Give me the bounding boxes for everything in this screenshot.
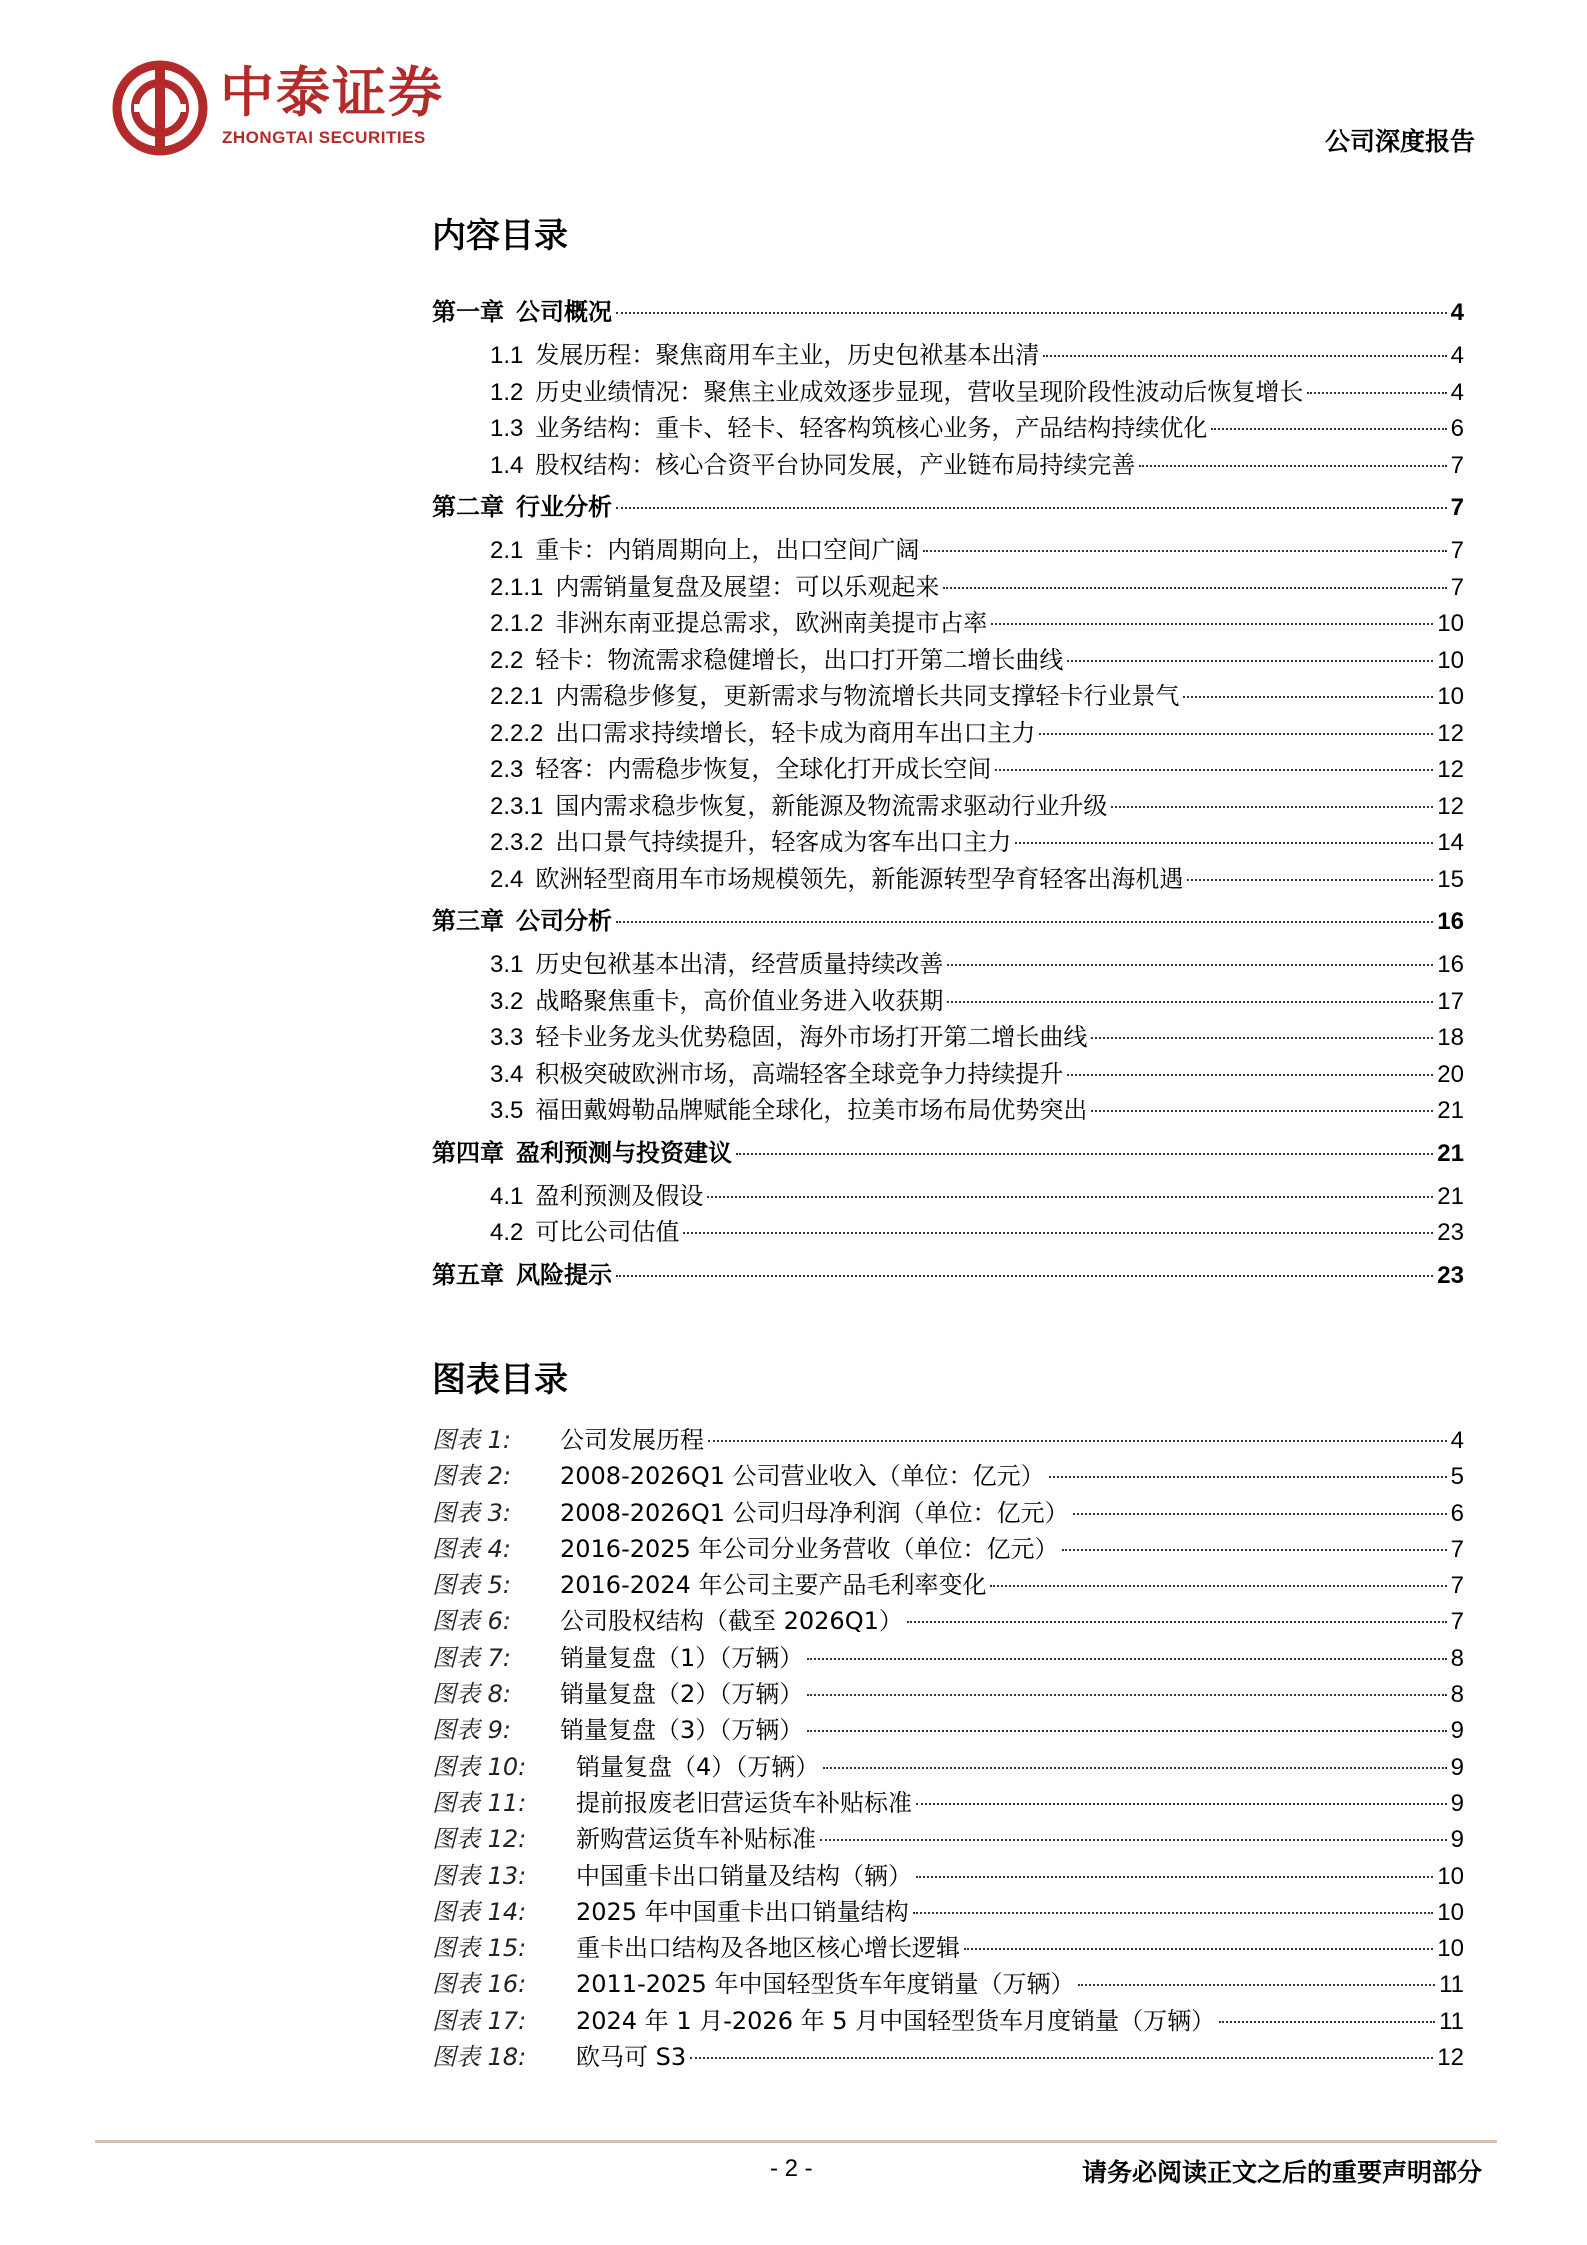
figure-leader-dots (1062, 1549, 1446, 1551)
figure-list (432, 1420, 1464, 2073)
zhongtai-logo-icon (112, 60, 208, 156)
toc-entry-text: 欧洲轻型商用车市场规模领先，新能源转型孕育轻客出海机遇 (535, 864, 1184, 893)
toc-leader-dots (1091, 1037, 1433, 1039)
figure-entry[interactable] (432, 1420, 1464, 1456)
page-number: - 2 - (770, 2155, 813, 2182)
toc-entry-page: 4 (1450, 299, 1464, 326)
toc-section-entry[interactable] (432, 640, 1464, 677)
figure-entry[interactable] (432, 1638, 1464, 1674)
figure-entry[interactable] (432, 1456, 1464, 1492)
figure-entry-label: 图表 17: (432, 2006, 527, 2035)
toc-entry-number: 2.1 (490, 537, 524, 564)
figure-leader-dots (820, 1839, 1447, 1841)
figure-entry-text: 公司股权结构（截至 2026Q1） (560, 1607, 903, 1636)
figure-leader-dots (1078, 1984, 1435, 1986)
figure-leader-dots (823, 1767, 1446, 1769)
toc-entry-text: 出口景气持续提升，轻客成为客车出口主力 (555, 828, 1012, 856)
toc-entry-page: 17 (1437, 987, 1464, 1015)
toc-section-entry[interactable] (432, 1054, 1464, 1091)
figure-entry-label: 图表 14: (432, 1897, 527, 1926)
toc-leader-dots (707, 1196, 1433, 1198)
toc-entry-number: 2.1.2 (490, 610, 544, 637)
report-type: 公司深度报告 (1324, 127, 1475, 156)
figure-leader-dots (1219, 2021, 1435, 2023)
toc-leader-dots (1067, 660, 1433, 662)
figure-entry-label: 图表 8: (432, 1680, 511, 1709)
toc-entry-page: 7 (1450, 537, 1464, 564)
toc-entry-text: 战略聚焦重卡，高价值业务进入收获期 (535, 986, 944, 1015)
toc-entry-page: 12 (1437, 756, 1464, 783)
toc-entry-page: 20 (1437, 1060, 1464, 1088)
toc-entry-text: 业务结构：重卡、轻卡、轻客构筑核心业务，产品结构持续优化 (535, 414, 1208, 442)
figure-entry[interactable] (432, 1601, 1464, 1637)
toc-entry-page: 23 (1437, 1219, 1464, 1246)
figure-entry[interactable] (432, 1565, 1464, 1601)
toc-section-entry[interactable] (432, 445, 1464, 482)
toc-entry-number: 第四章 (432, 1139, 504, 1167)
figure-entry-text: 2024 年 1 月-2026 年 5 月中国轻型货车月度销量（万辆） (576, 2006, 1216, 2035)
toc-entry-page: 7 (1450, 494, 1464, 521)
toc-entry-number: 3.1 (490, 951, 524, 978)
figure-entry[interactable] (432, 2037, 1464, 2073)
footer-divider (95, 2140, 1497, 2143)
toc-leader-dots (923, 550, 1446, 552)
toc-entry-text: 国内需求稳步恢复，新能源及物流需求驱动行业升级 (555, 791, 1108, 820)
toc-entry-text: 福田戴姆勒品牌赋能全球化，拉美市场布局优势突出 (535, 1096, 1088, 1124)
toc-leader-dots (683, 1232, 1433, 1234)
figure-entry-page: 4 (1450, 1427, 1464, 1454)
figure-entry-page: 6 (1450, 1499, 1464, 1527)
toc-entry-page: 6 (1450, 415, 1464, 442)
toc-entry-number: 第三章 (432, 908, 504, 935)
toc-entry-page: 21 (1437, 1139, 1464, 1167)
figure-entry-text: 销量复盘（1）（万辆） (560, 1643, 804, 1672)
toc-entry-number: 1.2 (490, 378, 524, 406)
figure-entry-page: 8 (1450, 1681, 1464, 1709)
figure-entry-text: 重卡出口结构及各地区核心增长逻辑 (576, 1934, 960, 1963)
figure-entry-label: 图表 15: (432, 1934, 527, 1963)
figure-entry-text: 2011-2025 年中国轻型货车年度销量（万辆） (576, 1970, 1075, 1999)
toc-section-entry[interactable] (432, 567, 1464, 604)
toc-entry-number: 1.1 (490, 342, 524, 369)
figure-entry-label: 图表 3: (432, 1498, 511, 1527)
figure-entry-text: 2016-2024 年公司主要产品毛利率变化 (560, 1571, 987, 1600)
figure-entry-text: 2025 年中国重卡出口销量结构 (576, 1897, 909, 1926)
toc-entry-number: 3.2 (490, 987, 524, 1015)
toc-leader-dots (947, 1001, 1433, 1003)
figure-entry[interactable] (432, 1892, 1464, 1928)
toc-entry-page: 14 (1437, 829, 1464, 856)
toc-entry-text: 发展历程：聚焦商用车主业，历史包袱基本出清 (535, 341, 1040, 369)
figure-entry[interactable] (432, 1529, 1464, 1565)
toc-leader-dots (1187, 879, 1433, 881)
toc-entry-page: 15 (1437, 865, 1464, 893)
figure-entry-page: 11 (1439, 2007, 1464, 2035)
toc-section-entry[interactable] (432, 372, 1464, 409)
toc-entry-number: 第五章 (432, 1261, 504, 1289)
toc-section-entry[interactable] (432, 749, 1464, 786)
toc-entry-number: 第一章 (432, 299, 504, 326)
figure-entry-page: 10 (1437, 1935, 1464, 1963)
figure-leader-dots (990, 1585, 1446, 1587)
toc-entry-number: 2.2.2 (490, 719, 544, 747)
toc-entry-page: 7 (1450, 451, 1464, 479)
toc-chapter-entry[interactable] (432, 895, 1464, 944)
toc-section-entry[interactable] (432, 1017, 1464, 1054)
toc-section-entry[interactable] (432, 786, 1464, 823)
toc-entry-number: 3.4 (490, 1060, 524, 1088)
toc-leader-dots (1307, 392, 1446, 394)
toc-leader-dots (1111, 806, 1433, 808)
toc-entry-text: 可比公司估值 (535, 1218, 680, 1246)
brand-name-cn: 中泰证券 (220, 61, 444, 124)
figure-entry-text: 公司发展历程 (560, 1426, 704, 1454)
toc-entry-page: 10 (1437, 646, 1464, 674)
figure-leader-dots (807, 1730, 1446, 1732)
figure-entry-text: 提前报废老旧营运货车补贴标准 (576, 1788, 912, 1817)
figure-entry[interactable] (432, 1783, 1464, 1819)
toc-leader-dots (943, 587, 1446, 589)
toc-section-entry[interactable] (432, 1090, 1464, 1127)
toc-list (432, 286, 1464, 1298)
figure-entry-page: 9 (1450, 1826, 1464, 1854)
figure-entry-page: 9 (1450, 1717, 1464, 1745)
toc-entry-number: 3.5 (490, 1097, 524, 1124)
figure-entry-label: 图表 1: (432, 1426, 511, 1454)
figure-entry[interactable] (432, 1856, 1464, 1892)
figure-entry-label: 图表 2: (432, 1462, 511, 1491)
figure-entry[interactable] (432, 1928, 1464, 1964)
toc-section-entry[interactable] (432, 335, 1464, 372)
figure-entry-page: 7 (1450, 1535, 1464, 1563)
toc-section-entry[interactable] (432, 408, 1464, 445)
toc-entry-number: 2.2 (490, 646, 524, 674)
toc-entry-page: 16 (1437, 951, 1464, 978)
toc-title: 内容目录 (432, 216, 568, 256)
toc-entry-number: 1.3 (490, 415, 524, 442)
figure-leader-dots (964, 1948, 1433, 1950)
toc-entry-number: 2.3.2 (490, 829, 544, 856)
toc-leader-dots (616, 507, 1447, 509)
figure-leader-dots (807, 1658, 1446, 1660)
toc-entry-page: 21 (1437, 1182, 1464, 1210)
toc-entry-text: 内需稳步修复，更新需求与物流增长共同支撑轻卡行业景气 (555, 682, 1180, 710)
figure-entry-label: 图表 16: (432, 1970, 527, 1999)
figure-entry-text: 新购营运货车补贴标准 (576, 1825, 816, 1854)
figure-entry-label: 图表 11: (432, 1788, 527, 1817)
toc-leader-dots (1139, 465, 1446, 467)
figure-entry-text: 2016-2025 年公司分业务营收（单位：亿元） (560, 1534, 1059, 1563)
toc-section-entry[interactable] (432, 1176, 1464, 1213)
toc-entry-page: 4 (1450, 378, 1464, 406)
figure-entry[interactable] (432, 2001, 1464, 2037)
toc-section-entry[interactable] (432, 822, 1464, 859)
toc-entry-page: 12 (1437, 792, 1464, 820)
figure-entry-text: 销量复盘（4）（万辆） (576, 1752, 820, 1781)
figure-entry-label: 图表 5: (432, 1571, 511, 1600)
figure-entry-page: 10 (1437, 1898, 1464, 1926)
figure-entry[interactable] (432, 1964, 1464, 2000)
figure-entry-label: 图表 9: (432, 1716, 511, 1745)
toc-leader-dots (616, 1275, 1433, 1277)
figure-entry-text: 欧马可 S3 (576, 2043, 687, 2072)
figures-title: 图表目录 (432, 1360, 568, 1400)
toc-leader-dots (616, 921, 1433, 923)
figure-entry-label: 图表 4: (432, 1534, 511, 1563)
figure-entry-label: 图表 7: (432, 1643, 511, 1672)
figure-entry[interactable] (432, 1674, 1464, 1710)
toc-leader-dots (947, 964, 1433, 966)
toc-entry-page: 23 (1437, 1261, 1464, 1289)
figure-entry-page: 10 (1437, 1862, 1464, 1890)
toc-chapter-entry[interactable] (432, 1127, 1464, 1176)
figure-leader-dots (913, 1912, 1434, 1914)
toc-entry-number: 4.2 (490, 1219, 524, 1246)
toc-section-entry[interactable] (432, 859, 1464, 896)
toc-entry-text: 公司概况 (516, 298, 612, 326)
footer-disclaimer: 请务必阅读正文之后的重要声明部分 (1081, 2158, 1482, 2187)
toc-entry-page: 7 (1450, 573, 1464, 601)
toc-entry-page: 18 (1437, 1024, 1464, 1051)
toc-section-entry[interactable] (432, 530, 1464, 567)
toc-entry-number: 第二章 (432, 494, 504, 521)
toc-chapter-entry[interactable] (432, 1249, 1464, 1298)
toc-section-entry[interactable] (432, 944, 1464, 981)
figure-entry-page: 9 (1450, 1753, 1464, 1781)
toc-entry-text: 轻卡：物流需求稳健增长，出口打开第二增长曲线 (535, 645, 1064, 674)
toc-entry-text: 行业分析 (516, 493, 612, 521)
toc-section-entry[interactable] (432, 981, 1464, 1018)
toc-leader-dots (1039, 733, 1433, 735)
figure-leader-dots (916, 1876, 1433, 1878)
toc-entry-number: 3.3 (490, 1024, 524, 1051)
figure-entry[interactable] (432, 1747, 1464, 1783)
toc-leader-dots (616, 312, 1447, 314)
toc-entry-text: 积极突破欧洲市场，高端轻客全球竞争力持续提升 (535, 1059, 1064, 1088)
figure-entry[interactable] (432, 1819, 1464, 1855)
toc-entry-number: 2.3.1 (490, 792, 544, 820)
figure-entry-text: 2008-2026Q1 公司归母净利润（单位：亿元） (560, 1498, 1069, 1527)
figure-entry-label: 图表 18: (432, 2043, 527, 2072)
toc-entry-text: 出口需求持续增长，轻卡成为商用车出口主力 (555, 718, 1036, 747)
toc-leader-dots (995, 769, 1433, 771)
toc-entry-text: 轻卡业务龙头优势稳固，海外市场打开第二增长曲线 (535, 1023, 1088, 1051)
toc-entry-page: 21 (1437, 1097, 1464, 1124)
toc-entry-text: 历史业绩情况：聚焦主业成效逐步显现，营收呈现阶段性波动后恢复增长 (535, 377, 1304, 406)
figure-entry-label: 图表 13: (432, 1861, 527, 1890)
figure-entry-page: 11 (1439, 1971, 1464, 1999)
toc-leader-dots (991, 623, 1433, 625)
figure-leader-dots (690, 2057, 1433, 2059)
toc-entry-text: 内需销量复盘及展望：可以乐观起来 (555, 572, 940, 601)
toc-leader-dots (1211, 428, 1446, 430)
toc-entry-number: 1.4 (490, 451, 524, 479)
toc-leader-dots (1043, 355, 1446, 357)
figure-entry-page: 12 (1437, 2044, 1464, 2072)
figure-leader-dots (1073, 1513, 1447, 1515)
figure-entry-page: 7 (1450, 1572, 1464, 1600)
toc-leader-dots (1091, 1110, 1433, 1112)
toc-entry-text: 轻客：内需稳步恢复，全球化打开成长空间 (535, 755, 992, 783)
figure-leader-dots (1049, 1476, 1447, 1478)
toc-entry-number: 2.1.1 (490, 573, 544, 601)
toc-section-entry[interactable] (432, 1212, 1464, 1249)
toc-entry-number: 2.2.1 (490, 683, 544, 710)
toc-entry-text: 盈利预测及假设 (535, 1181, 704, 1210)
toc-entry-page: 16 (1437, 908, 1464, 935)
toc-entry-text: 风险提示 (516, 1260, 612, 1289)
figure-entry-text: 销量复盘（3）（万辆） (560, 1716, 804, 1745)
toc-chapter-entry[interactable] (432, 286, 1464, 335)
toc-entry-page: 12 (1437, 719, 1464, 747)
toc-entry-text: 重卡：内销周期向上，出口空间广阔 (535, 536, 920, 564)
figure-entry-page: 9 (1450, 1789, 1464, 1817)
toc-leader-dots (1183, 696, 1433, 698)
figure-entry-text: 销量复盘（2）（万辆） (560, 1680, 804, 1709)
figure-entry-page: 7 (1450, 1608, 1464, 1636)
toc-entry-number: 2.3 (490, 756, 524, 783)
figure-entry[interactable] (432, 1493, 1464, 1529)
figure-entry-label: 图表 6: (432, 1607, 511, 1636)
toc-leader-dots (1015, 842, 1433, 844)
toc-entry-text: 历史包袱基本出清，经营质量持续改善 (535, 950, 944, 978)
toc-section-entry[interactable] (432, 603, 1464, 640)
toc-entry-text: 非洲东南亚提总需求，欧洲南美提市占率 (555, 609, 988, 637)
toc-chapter-entry[interactable] (432, 481, 1464, 530)
toc-entry-page: 10 (1437, 610, 1464, 637)
brand-name-en: ZHONGTAI SECURITIES (222, 128, 426, 147)
figure-entry-page: 5 (1450, 1463, 1464, 1491)
toc-entry-text: 盈利预测与投资建议 (516, 1138, 732, 1167)
toc-entry-text: 股权结构：核心合资平台协同发展，产业链布局持续完善 (535, 450, 1136, 479)
toc-section-entry[interactable] (432, 713, 1464, 750)
figure-leader-dots (916, 1803, 1447, 1805)
toc-entry-page: 10 (1437, 683, 1464, 710)
figure-entry[interactable] (432, 1710, 1464, 1746)
toc-section-entry[interactable] (432, 676, 1464, 713)
toc-entry-number: 4.1 (490, 1182, 524, 1210)
figure-entry-label: 图表 10: (432, 1752, 527, 1781)
figure-entry-text: 中国重卡出口销量及结构（辆） (576, 1861, 912, 1890)
toc-entry-text: 公司分析 (516, 907, 612, 935)
toc-leader-dots (736, 1153, 1433, 1155)
toc-entry-number: 2.4 (490, 865, 524, 893)
toc-entry-page: 4 (1450, 342, 1464, 369)
figure-leader-dots (708, 1440, 1447, 1442)
toc-leader-dots (1067, 1074, 1433, 1076)
figure-entry-text: 2008-2026Q1 公司营业收入（单位：亿元） (560, 1462, 1045, 1491)
company-logo (112, 58, 472, 158)
figure-entry-page: 8 (1450, 1644, 1464, 1672)
figure-leader-dots (807, 1694, 1446, 1696)
figure-leader-dots (907, 1621, 1447, 1623)
figure-entry-label: 图表 12: (432, 1825, 527, 1854)
